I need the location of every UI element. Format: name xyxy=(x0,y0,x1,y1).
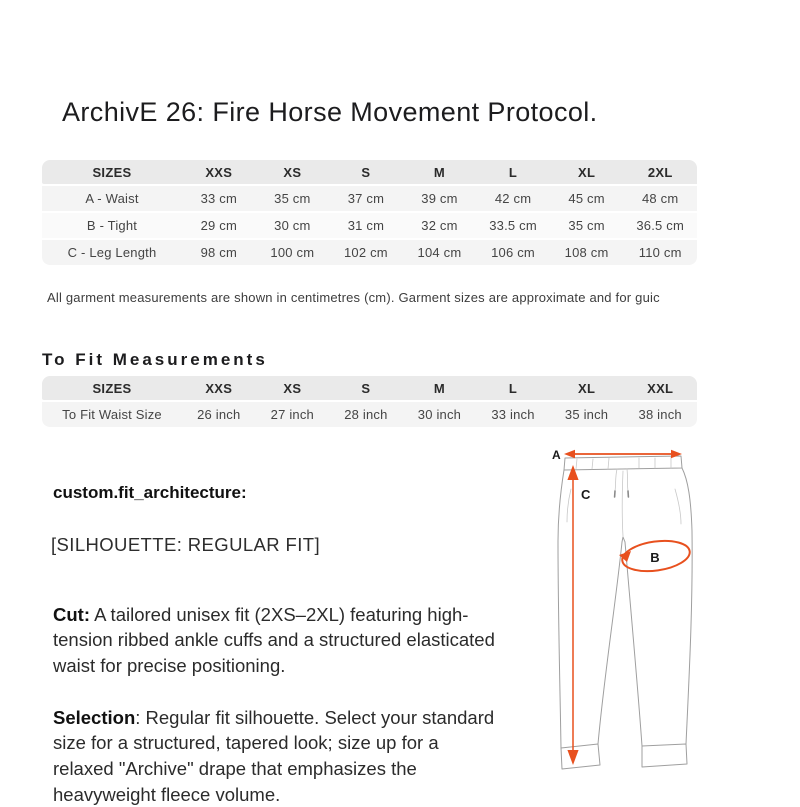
cell-value: 39 cm xyxy=(403,186,477,211)
leg-length-arrow-icon xyxy=(567,465,578,765)
cell-value: 26 inch xyxy=(182,402,256,427)
garment-measurements-table xyxy=(42,158,697,267)
table-row xyxy=(42,213,697,238)
table-row xyxy=(42,402,697,427)
pants-measurement-diagram xyxy=(545,443,765,775)
cell-value: 35 inch xyxy=(550,402,624,427)
selection-paragraph xyxy=(53,705,495,807)
column-header: S xyxy=(329,376,403,400)
column-header: S xyxy=(329,160,403,184)
label-c: C xyxy=(581,487,591,502)
to-fit-table xyxy=(42,374,697,429)
cell-value: 38 inch xyxy=(623,402,697,427)
column-header: 2XL xyxy=(623,160,697,184)
table-row xyxy=(42,240,697,265)
row-label: To Fit Waist Size xyxy=(42,402,182,427)
cell-value: 106 cm xyxy=(476,240,550,265)
cell-value: 48 cm xyxy=(623,186,697,211)
label-a: A xyxy=(552,448,561,462)
cell-value: 28 inch xyxy=(329,402,403,427)
table-header-row xyxy=(42,160,697,184)
cell-value: 32 cm xyxy=(403,213,477,238)
cell-value: 42 cm xyxy=(476,186,550,211)
drawstring-icon xyxy=(615,469,629,497)
cell-value: 98 cm xyxy=(182,240,256,265)
row-label: C - Leg Length xyxy=(42,240,182,265)
column-header: M xyxy=(403,376,477,400)
column-header: L xyxy=(476,376,550,400)
cell-value: 100 cm xyxy=(256,240,330,265)
column-header: XS xyxy=(256,376,330,400)
column-header: SIZES xyxy=(42,376,182,400)
row-label: A - Waist xyxy=(42,186,182,211)
to-fit-heading: To Fit Measurements xyxy=(42,350,268,370)
cell-value: 31 cm xyxy=(329,213,403,238)
cell-value: 27 inch xyxy=(256,402,330,427)
table-row xyxy=(42,186,697,211)
cell-value: 108 cm xyxy=(550,240,624,265)
column-header: L xyxy=(476,160,550,184)
selection-label: Selection xyxy=(53,707,135,728)
column-header: M xyxy=(403,160,477,184)
cell-value: 45 cm xyxy=(550,186,624,211)
row-label: B - Tight xyxy=(42,213,182,238)
cell-value: 37 cm xyxy=(329,186,403,211)
column-header: XL xyxy=(550,376,624,400)
cell-value: 30 cm xyxy=(256,213,330,238)
column-header: XXS xyxy=(182,376,256,400)
cut-text: A tailored unisex fit (2XS–2XL) featuring high-tension ribbed ankle cuffs and a structured elasticated waist for precise positioning. xyxy=(53,604,495,676)
fit-architecture-heading: custom.fit_architecture: xyxy=(53,483,247,503)
cell-value: 102 cm xyxy=(329,240,403,265)
cell-value: 29 cm xyxy=(182,213,256,238)
cell-value: 36.5 cm xyxy=(623,213,697,238)
cell-value: 30 inch xyxy=(403,402,477,427)
cell-value: 33 cm xyxy=(182,186,256,211)
column-header: XXS xyxy=(182,160,256,184)
table-header-row xyxy=(42,376,697,400)
cell-value: 35 cm xyxy=(550,213,624,238)
cell-value: 35 cm xyxy=(256,186,330,211)
column-header: SIZES xyxy=(42,160,182,184)
cell-value: 33.5 cm xyxy=(476,213,550,238)
cell-value: 104 cm xyxy=(403,240,477,265)
pants-outline xyxy=(558,456,692,769)
column-header: XL xyxy=(550,160,624,184)
label-b: B xyxy=(650,550,659,565)
cut-paragraph xyxy=(53,602,495,679)
page-title: ArchivE 26: Fire Horse Movement Protocol. xyxy=(62,97,598,128)
column-header: XS xyxy=(256,160,330,184)
silhouette-line: [SILHOUETTE: REGULAR FIT] xyxy=(51,534,320,556)
cut-label: Cut: xyxy=(53,604,90,625)
cell-value: 110 cm xyxy=(623,240,697,265)
column-header: XXL xyxy=(623,376,697,400)
selection-text: : Regular fit silhouette. Select your standard size for a structured, tapered look; size up for a relaxed "Archive" drape that emphasizes the heavyweight fleece volume. xyxy=(53,707,494,805)
measurement-note: All garment measurements are shown in centimetres (cm). Garment sizes are approximate and for guic xyxy=(47,290,660,305)
cell-value: 33 inch xyxy=(476,402,550,427)
